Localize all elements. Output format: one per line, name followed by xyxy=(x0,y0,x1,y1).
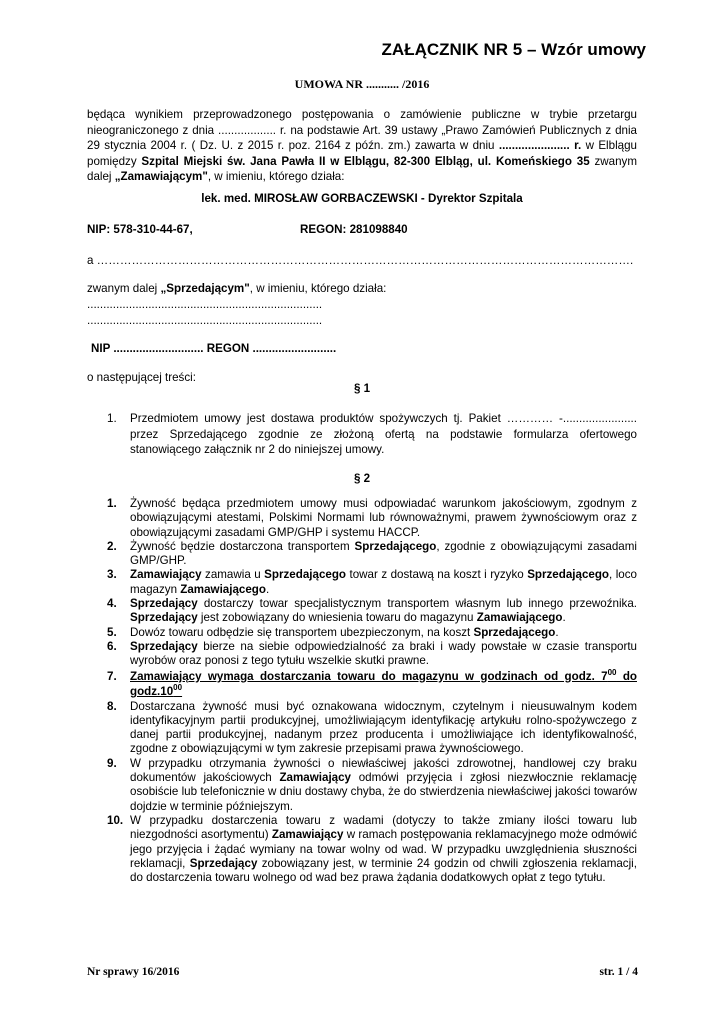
list-item xyxy=(107,411,637,458)
item-number: 4. xyxy=(107,597,117,611)
item-text: . xyxy=(562,611,566,625)
item-text: jest zobowiązany do wniesienia towaru do magazynu xyxy=(197,611,477,625)
item-text: dostarczy towar specjalistycznym transportem własnym lub innego przewoźnika. xyxy=(197,597,637,611)
page-number: str. 1 / 4 xyxy=(599,966,638,978)
list-item xyxy=(107,669,637,700)
list-item xyxy=(107,626,637,640)
item-text: , loco magazyn xyxy=(130,568,637,596)
case-number: Nr sprawy 16/2016 xyxy=(87,966,180,978)
intro-paragraph xyxy=(87,107,637,185)
item-text-bold: Zamawiający xyxy=(271,828,344,842)
party-a-line: a …………………………………………………………………………………………………………………………. xyxy=(87,254,634,267)
item-text: W przypadku dostarczenia towaru z wadami (dotyczy to także zmiany ilości towaru lub niezgodności asortymentu) xyxy=(130,813,637,842)
intro-text: będąca wynikiem przeprowadzonego postępowania o zamówienie publiczne w trybie przetargu nieograniczonego z dnia .................. r. na podstawie Art. 39 ustawy „Prawo Zamówień Publicznych z dnia 29 stycznia 2004 r. ( Dz. U. z 2015 r. poz. 2164 z późn. zm.) zawarta w dniu xyxy=(87,108,637,152)
list-item xyxy=(107,497,637,540)
sprzedajacy-text: zwanym dalej xyxy=(87,282,161,295)
superscript: 00 xyxy=(607,667,617,677)
item-text-bold: Zamawiający xyxy=(279,771,352,785)
item-number: 8. xyxy=(107,699,117,713)
sprzedajacy-text: , w imieniu, którego działa: xyxy=(249,282,387,295)
item-text-bold: Sprzedającego xyxy=(527,568,610,582)
item-text-bold: Sprzedającego xyxy=(473,625,556,639)
list-item xyxy=(107,568,637,597)
sprzedajacy-term: „Sprzedającym" xyxy=(160,282,250,295)
dotted-line: ......................................................................... xyxy=(87,298,323,311)
item-text: Dowóz towaru odbędzie się transportem ubezpieczonym, na koszt xyxy=(130,625,474,639)
item-number: 7. xyxy=(107,669,117,683)
nip-regon-blank: NIP ............................ REGON .......................... xyxy=(91,342,337,355)
intro-text: , w imieniu, którego działa: xyxy=(207,170,345,183)
item-text: w ramach postępowania reklamacyjnego może odmówić jego przyjęcia i żądać wymiany na towar wolny od wad. W przypadku uwzględnienia słuszności reklamacji, xyxy=(130,828,638,870)
section-heading: § 1 xyxy=(353,382,371,395)
item-number: 3. xyxy=(107,568,117,582)
item-text-bold: Zamawiający wymaga dostarczania towaru do magazynu w godzinach od godz. 7 xyxy=(130,669,608,683)
item-number: 10. xyxy=(107,813,124,827)
section-2-list xyxy=(107,497,637,885)
item-number: 1. xyxy=(107,412,117,425)
item-text-bold: Zamawiającego xyxy=(180,582,266,596)
contract-number: UMOWA NR ........... /2016 xyxy=(294,77,430,91)
item-number: 9. xyxy=(107,756,117,770)
item-text-bold: Zamawiający xyxy=(130,568,202,582)
item-text: Żywność będzie dostarczona transportem xyxy=(130,539,355,553)
item-text-bold: Sprzedający xyxy=(189,856,258,870)
item-text-bold: do godz.10 xyxy=(130,669,637,699)
hospital-name: Szpital Miejski św. Jana Pawła II w Elblągu, 82-300 Elbląg, ul. Komeńskiego 35 xyxy=(141,154,590,168)
list-item xyxy=(107,540,637,569)
item-text: , zgodnie z obowiązującymi zasadami GMP/GHP. xyxy=(130,539,637,568)
item-text-bold: Sprzedającego xyxy=(264,568,347,582)
item-number: 5. xyxy=(107,625,117,639)
item-text: odmówi przyjęcia i zgłosi niezwłocznie reklamację osobiście lub telefonicznie w dniu dostawy chyba, że do stwierdzenia niewłaściwej jakości towarów dojdzie w terminie późniejszym. xyxy=(130,771,637,813)
item-text-bold: Sprzedającego xyxy=(354,539,437,553)
item-text: zobowiązany jest, w terminie 24 godzin od chwili zgłoszenia reklamacji, do dostarczenia towaru wolnego od wad bez prawa żądania dodatkowych opłat z tego tytułu. xyxy=(130,856,637,885)
item-text: towar z dostawą na koszt i ryzyko xyxy=(346,568,528,582)
list-item xyxy=(107,597,637,626)
director-line: lek. med. MIROSŁAW GORBACZEWSKI - Dyrektor Szpitala xyxy=(201,192,523,205)
item-text: Przedmiotem umowy jest dostawa produktów spożywczych tj. Pakiet ………… -....................... przez Sprzedającego zgodnie ze złożoną ofertą na podstawie formularza ofertowego stanowiącego załącznik nr 2 do niniejszej umowy. xyxy=(130,412,637,456)
item-number: 2. xyxy=(107,539,117,553)
sprzedajacy-line xyxy=(87,282,386,295)
nip-number: NIP: 578-310-44-67, xyxy=(87,223,193,236)
item-text: W przypadku otrzymania żywności o niewłaściwej jakości zdrowotnej, handlowej czy braku dokumentów jakościowych xyxy=(130,756,637,785)
item-text-bold: Sprzedający xyxy=(130,597,198,611)
item-text: . xyxy=(555,625,559,639)
list-item xyxy=(107,700,637,757)
dotted-line: ......................................................................... xyxy=(87,314,323,327)
item-text: Żywność będąca przedmiotem umowy musi odpowiadać warunkom jakościowym, zgodnym z obowiązującymi atestami, Polskimi Normami lub równoważnymi, prawem żywnościowym oraz z obowiązującymi zasadami GMP/GHP i systemu HACCP. xyxy=(130,497,637,539)
item-text-bold: Sprzedający xyxy=(130,639,198,653)
item-text-bold: Zamawiającego xyxy=(476,611,563,625)
item-text: Dostarczana żywność musi być oznakowana widocznym, czytelnym i nieusuwalnym kodem identyfikacyjnym partii produkcyjnej, umożliwiającym identyfikację artykułu rolno-spożywczego z danej partii produkcyjnej, nadanym przez producenta i umożliwiające ich identyfikowalność, zgodne z obowiązującymi w tym zakresie przepisami prawa żywnościowego. xyxy=(130,699,637,756)
intro-date: ...................... r. xyxy=(498,139,582,152)
list-item xyxy=(107,757,637,814)
list-item xyxy=(107,814,637,885)
item-number: 1. xyxy=(107,497,117,510)
item-text: zamawia u xyxy=(201,568,265,582)
zamawiajacy-term: „Zamawiającym" xyxy=(114,170,208,183)
page-title: ZAŁĄCZNIK NR 5 – Wzór umowy xyxy=(381,40,646,59)
item-text: bierze na siebie odpowiedzialność za braki i wady powstałe w czasie transportu wyrobów oraz ponosi z tego tytułu wszelkie skutki prawne. xyxy=(130,639,637,668)
item-text: . xyxy=(265,582,270,596)
section-heading: § 2 xyxy=(353,472,371,485)
intro-text: zwanym dalej xyxy=(87,154,637,183)
regon-number: REGON: 281098840 xyxy=(300,223,408,236)
following-content-line: o następującej treści: xyxy=(87,371,196,384)
section-1-list xyxy=(107,411,637,458)
superscript: 00 xyxy=(173,683,183,693)
list-item xyxy=(107,640,637,669)
item-text-bold: Sprzedający xyxy=(130,611,198,625)
item-number: 6. xyxy=(107,639,117,653)
intro-text: w Elblągu pomiędzy xyxy=(87,139,637,168)
